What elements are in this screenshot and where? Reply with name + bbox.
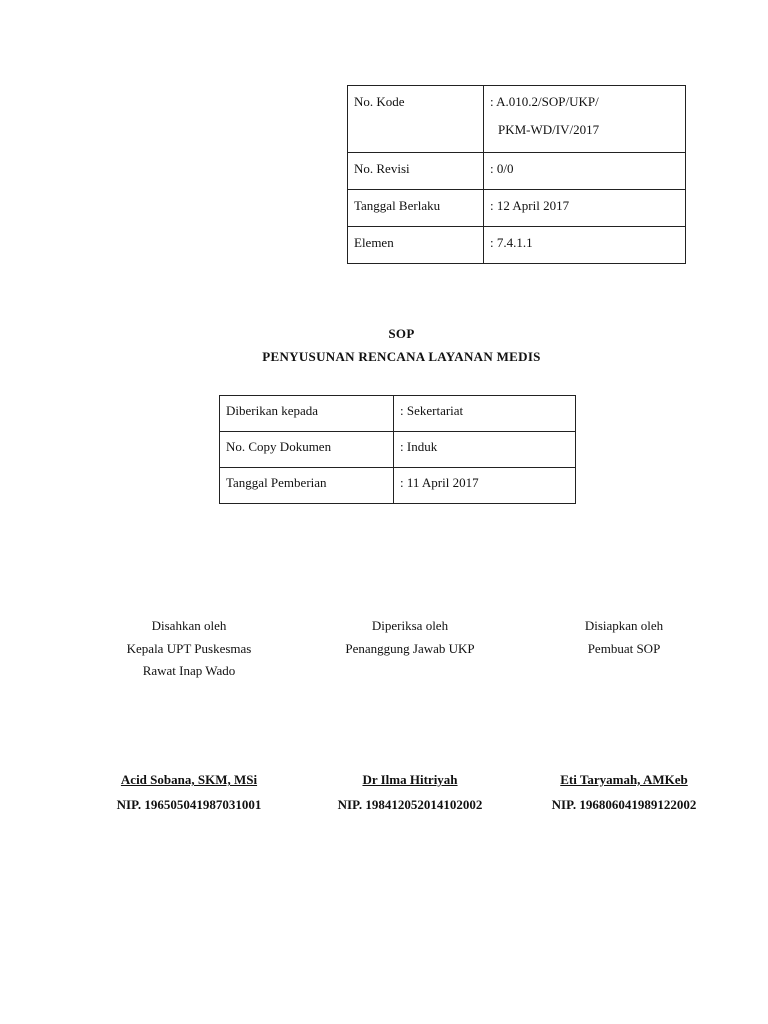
signature-name: Dr Ilma Hitriyah — [362, 772, 458, 787]
signature-block-approved — [79, 615, 299, 812]
signature-block-prepared — [514, 615, 734, 812]
info-label-elemen: Elemen — [348, 227, 484, 264]
info-label-revisi: No. Revisi — [348, 153, 484, 190]
signature-nip: NIP. 196505041987031001 — [116, 797, 262, 812]
info-value-revisi: : 0/0 — [484, 153, 686, 190]
document-info-table — [347, 85, 686, 264]
dist-label-copy: No. Copy Dokumen — [220, 432, 394, 468]
signature-role-line: Kepala UPT Puskesmas — [126, 640, 252, 656]
dist-label-diberikan: Diberikan kepada — [220, 396, 394, 432]
info-value-tanggal-berlaku: : 12 April 2017 — [484, 190, 686, 227]
dist-value-copy: : Induk — [394, 432, 576, 468]
signature-block-checked — [300, 615, 520, 812]
dist-value-tanggal-pemberian: : 11 April 2017 — [394, 468, 576, 504]
signature-nip: NIP. 198412052014102002 — [337, 797, 483, 812]
signature-name: Eti Taryamah, AMKeb — [560, 772, 688, 787]
signature-role-line: Rawat Inap Wado — [142, 663, 236, 678]
info-label-kode: No. Kode — [348, 86, 484, 153]
dist-label-tanggal-pemberian: Tanggal Pemberian — [220, 468, 394, 504]
document-title-sop: SOP — [388, 326, 415, 341]
info-value-kode — [484, 86, 686, 153]
signature-role-line: Pembuat SOP — [587, 640, 661, 656]
info-value-kode-line1: : A.010.2/SOP/UKP/ — [490, 94, 599, 109]
table-row — [220, 468, 576, 504]
table-row — [220, 396, 576, 432]
table-row — [348, 153, 686, 190]
table-row — [220, 432, 576, 468]
dist-value-diberikan: : Sekertariat — [394, 396, 576, 432]
signature-role-line: Disahkan oleh — [151, 618, 227, 633]
info-label-tanggal-berlaku: Tanggal Berlaku — [348, 190, 484, 227]
table-row — [348, 227, 686, 264]
table-row — [348, 86, 686, 153]
signature-role-line: Penanggung Jawab UKP — [345, 640, 475, 656]
info-value-elemen: : 7.4.1.1 — [484, 227, 686, 264]
document-title-main: PENYUSUNAN RENCANA LAYANAN MEDIS — [262, 349, 541, 364]
distribution-table — [219, 395, 576, 504]
signature-role-line: Diperiksa oleh — [371, 618, 449, 633]
signature-nip: NIP. 196806041989122002 — [551, 797, 697, 812]
table-row — [348, 190, 686, 227]
signature-role-line: Disiapkan oleh — [584, 618, 664, 633]
info-value-kode-line2: PKM-WD/IV/2017 — [498, 122, 600, 137]
signature-name: Acid Sobana, SKM, MSi — [120, 772, 258, 787]
